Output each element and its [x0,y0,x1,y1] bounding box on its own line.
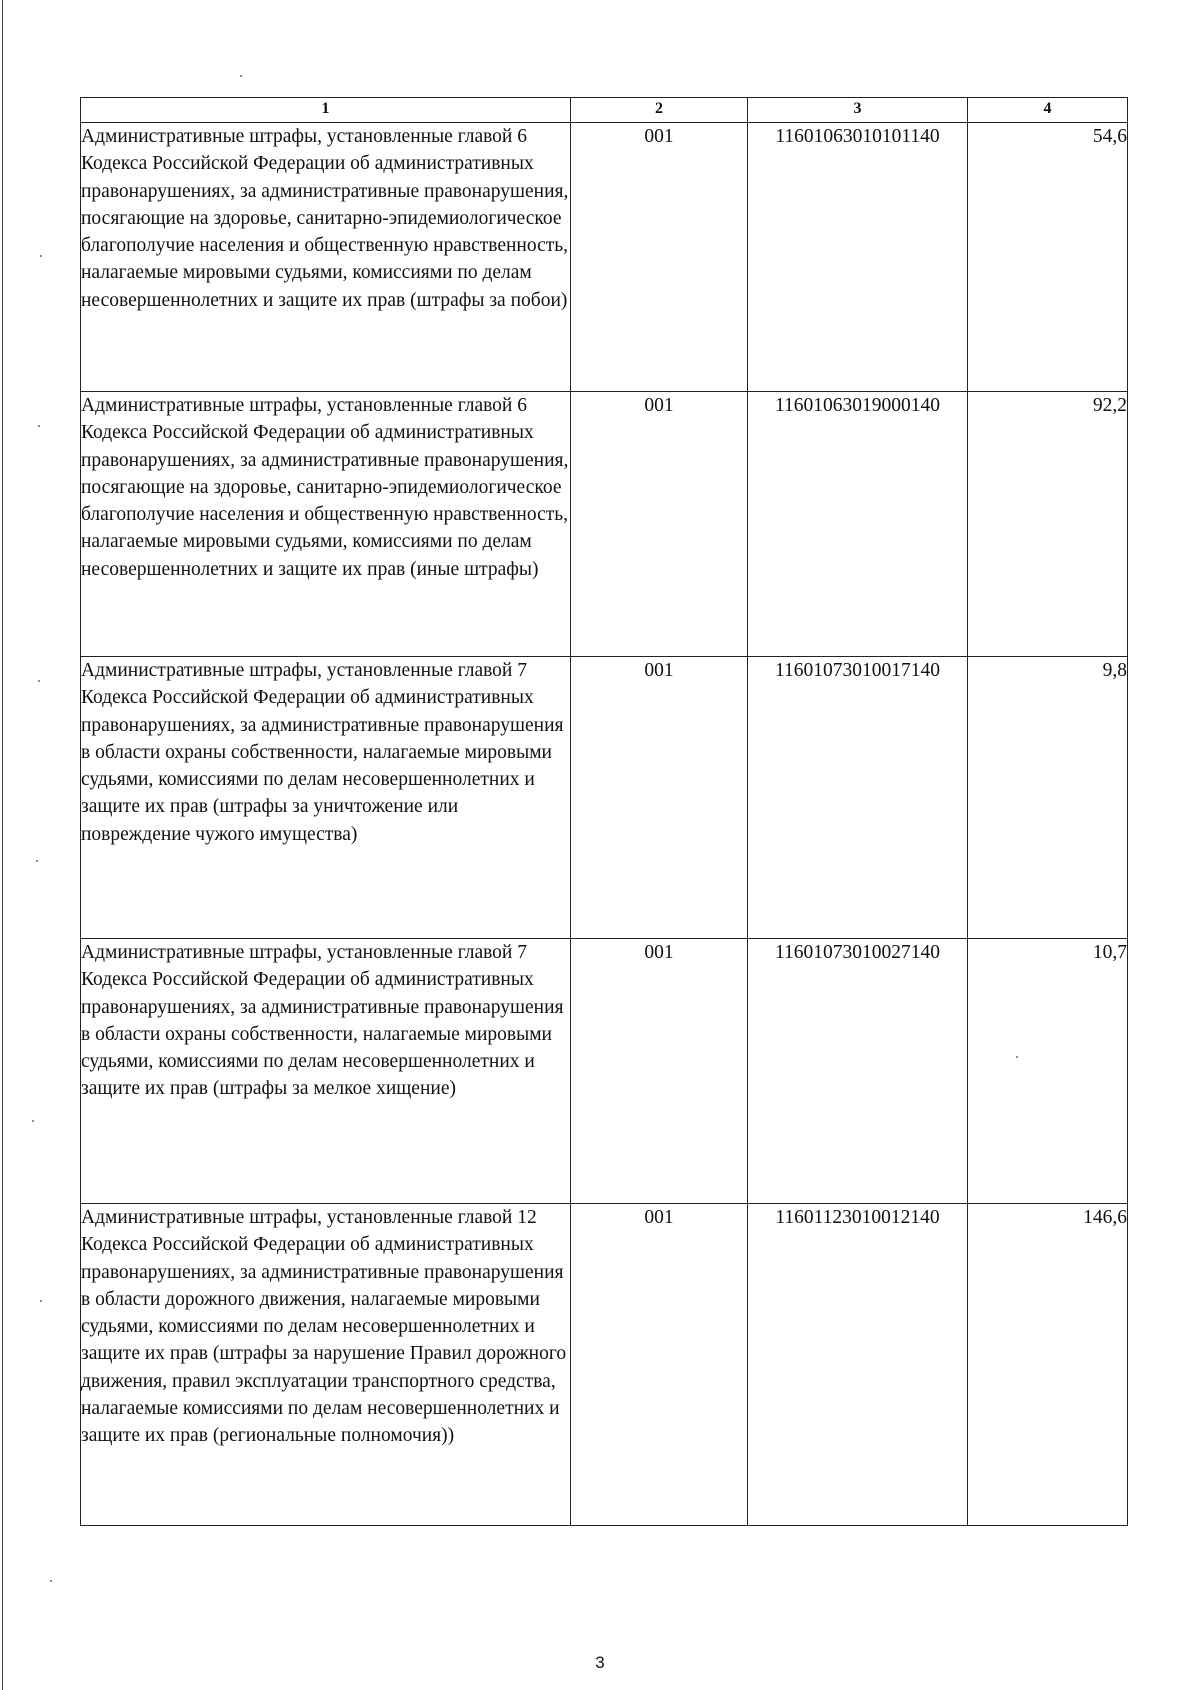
scan-speck [38,425,40,427]
scan-edge-line [2,0,3,1690]
table-row [81,939,1128,1204]
page-number: 3 [595,1653,605,1672]
row-admin-code: 001 [571,392,748,657]
scan-speck [36,860,38,862]
row-description: Административные штрафы, установленные главой 12 Кодекса Российской Федерации об административных правонарушениях, за административные правонарушения в области дорожного движения, налагаемые мировыми судьями, комиссиями по делам несовершеннолетних и защите их прав (штрафы за нарушение Правил дорожного движения, правил эксплуатации транспортного средства, налагаемые комиссиями по делам несовершеннолетних и защите их прав (региональные полномочия)) [81,1204,571,1526]
scan-speck [40,1300,42,1302]
row-amount: 92,2 [968,392,1128,657]
row-amount: 146,6 [968,1204,1128,1526]
row-amount: 9,8 [968,657,1128,939]
row-kbk-code: 11601073010027140 [748,939,968,1204]
table-row [81,392,1128,657]
row-amount: 10,7 [968,939,1128,1204]
row-description: Административные штрафы, установленные главой 7 Кодекса Российской Федерации об административных правонарушениях, за административные правонарушения в области охраны собственности, налагаемые мировыми судьями, комиссиями по делам несовершеннолетних и защите их прав (штрафы за уничтожение или повреждение чужого имущества) [81,657,571,939]
row-description: Административные штрафы, установленные главой 6 Кодекса Российской Федерации об административных правонарушениях, за административные правонарушения, посягающие на здоровье, санитарно-эпидемиологическое благополучие населения и общественную нравственность, налагаемые мировыми судьями, комиссиями по делам несовершеннолетних и защите их прав (иные штрафы) [81,392,571,657]
scan-speck [32,1120,34,1122]
row-admin-code: 001 [571,1204,748,1526]
row-admin-code: 001 [571,939,748,1204]
scan-speck [50,1580,52,1582]
table-row [81,1204,1128,1526]
revenue-table [80,97,1128,1526]
row-amount: 54,6 [968,123,1128,392]
column-header: 2 [571,98,748,123]
scan-speck [240,75,242,77]
table-header-row [81,98,1128,123]
row-description: Административные штрафы, установленные главой 6 Кодекса Российской Федерации об административных правонарушениях, за административные правонарушения, посягающие на здоровье, санитарно-эпидемиологическое благополучие населения и общественную нравственность, налагаемые мировыми судьями, комиссиями по делам несовершеннолетних и защите их прав (штрафы за побои) [81,123,571,392]
table-row [81,657,1128,939]
row-kbk-code: 11601063010101140 [748,123,968,392]
row-description: Административные штрафы, установленные главой 7 Кодекса Российской Федерации об административных правонарушениях, за административные правонарушения в области охраны собственности, налагаемые мировыми судьями, комиссиями по делам несовершеннолетних и защите их прав (штрафы за мелкое хищение) [81,939,571,1204]
column-header: 1 [81,98,571,123]
row-admin-code: 001 [571,123,748,392]
table-row [81,123,1128,392]
row-kbk-code: 11601073010017140 [748,657,968,939]
row-kbk-code: 11601123010012140 [748,1204,968,1526]
row-kbk-code: 11601063019000140 [748,392,968,657]
column-header: 4 [968,98,1128,123]
scan-speck [40,255,42,257]
column-header: 3 [748,98,968,123]
scan-speck [38,680,40,682]
row-admin-code: 001 [571,657,748,939]
